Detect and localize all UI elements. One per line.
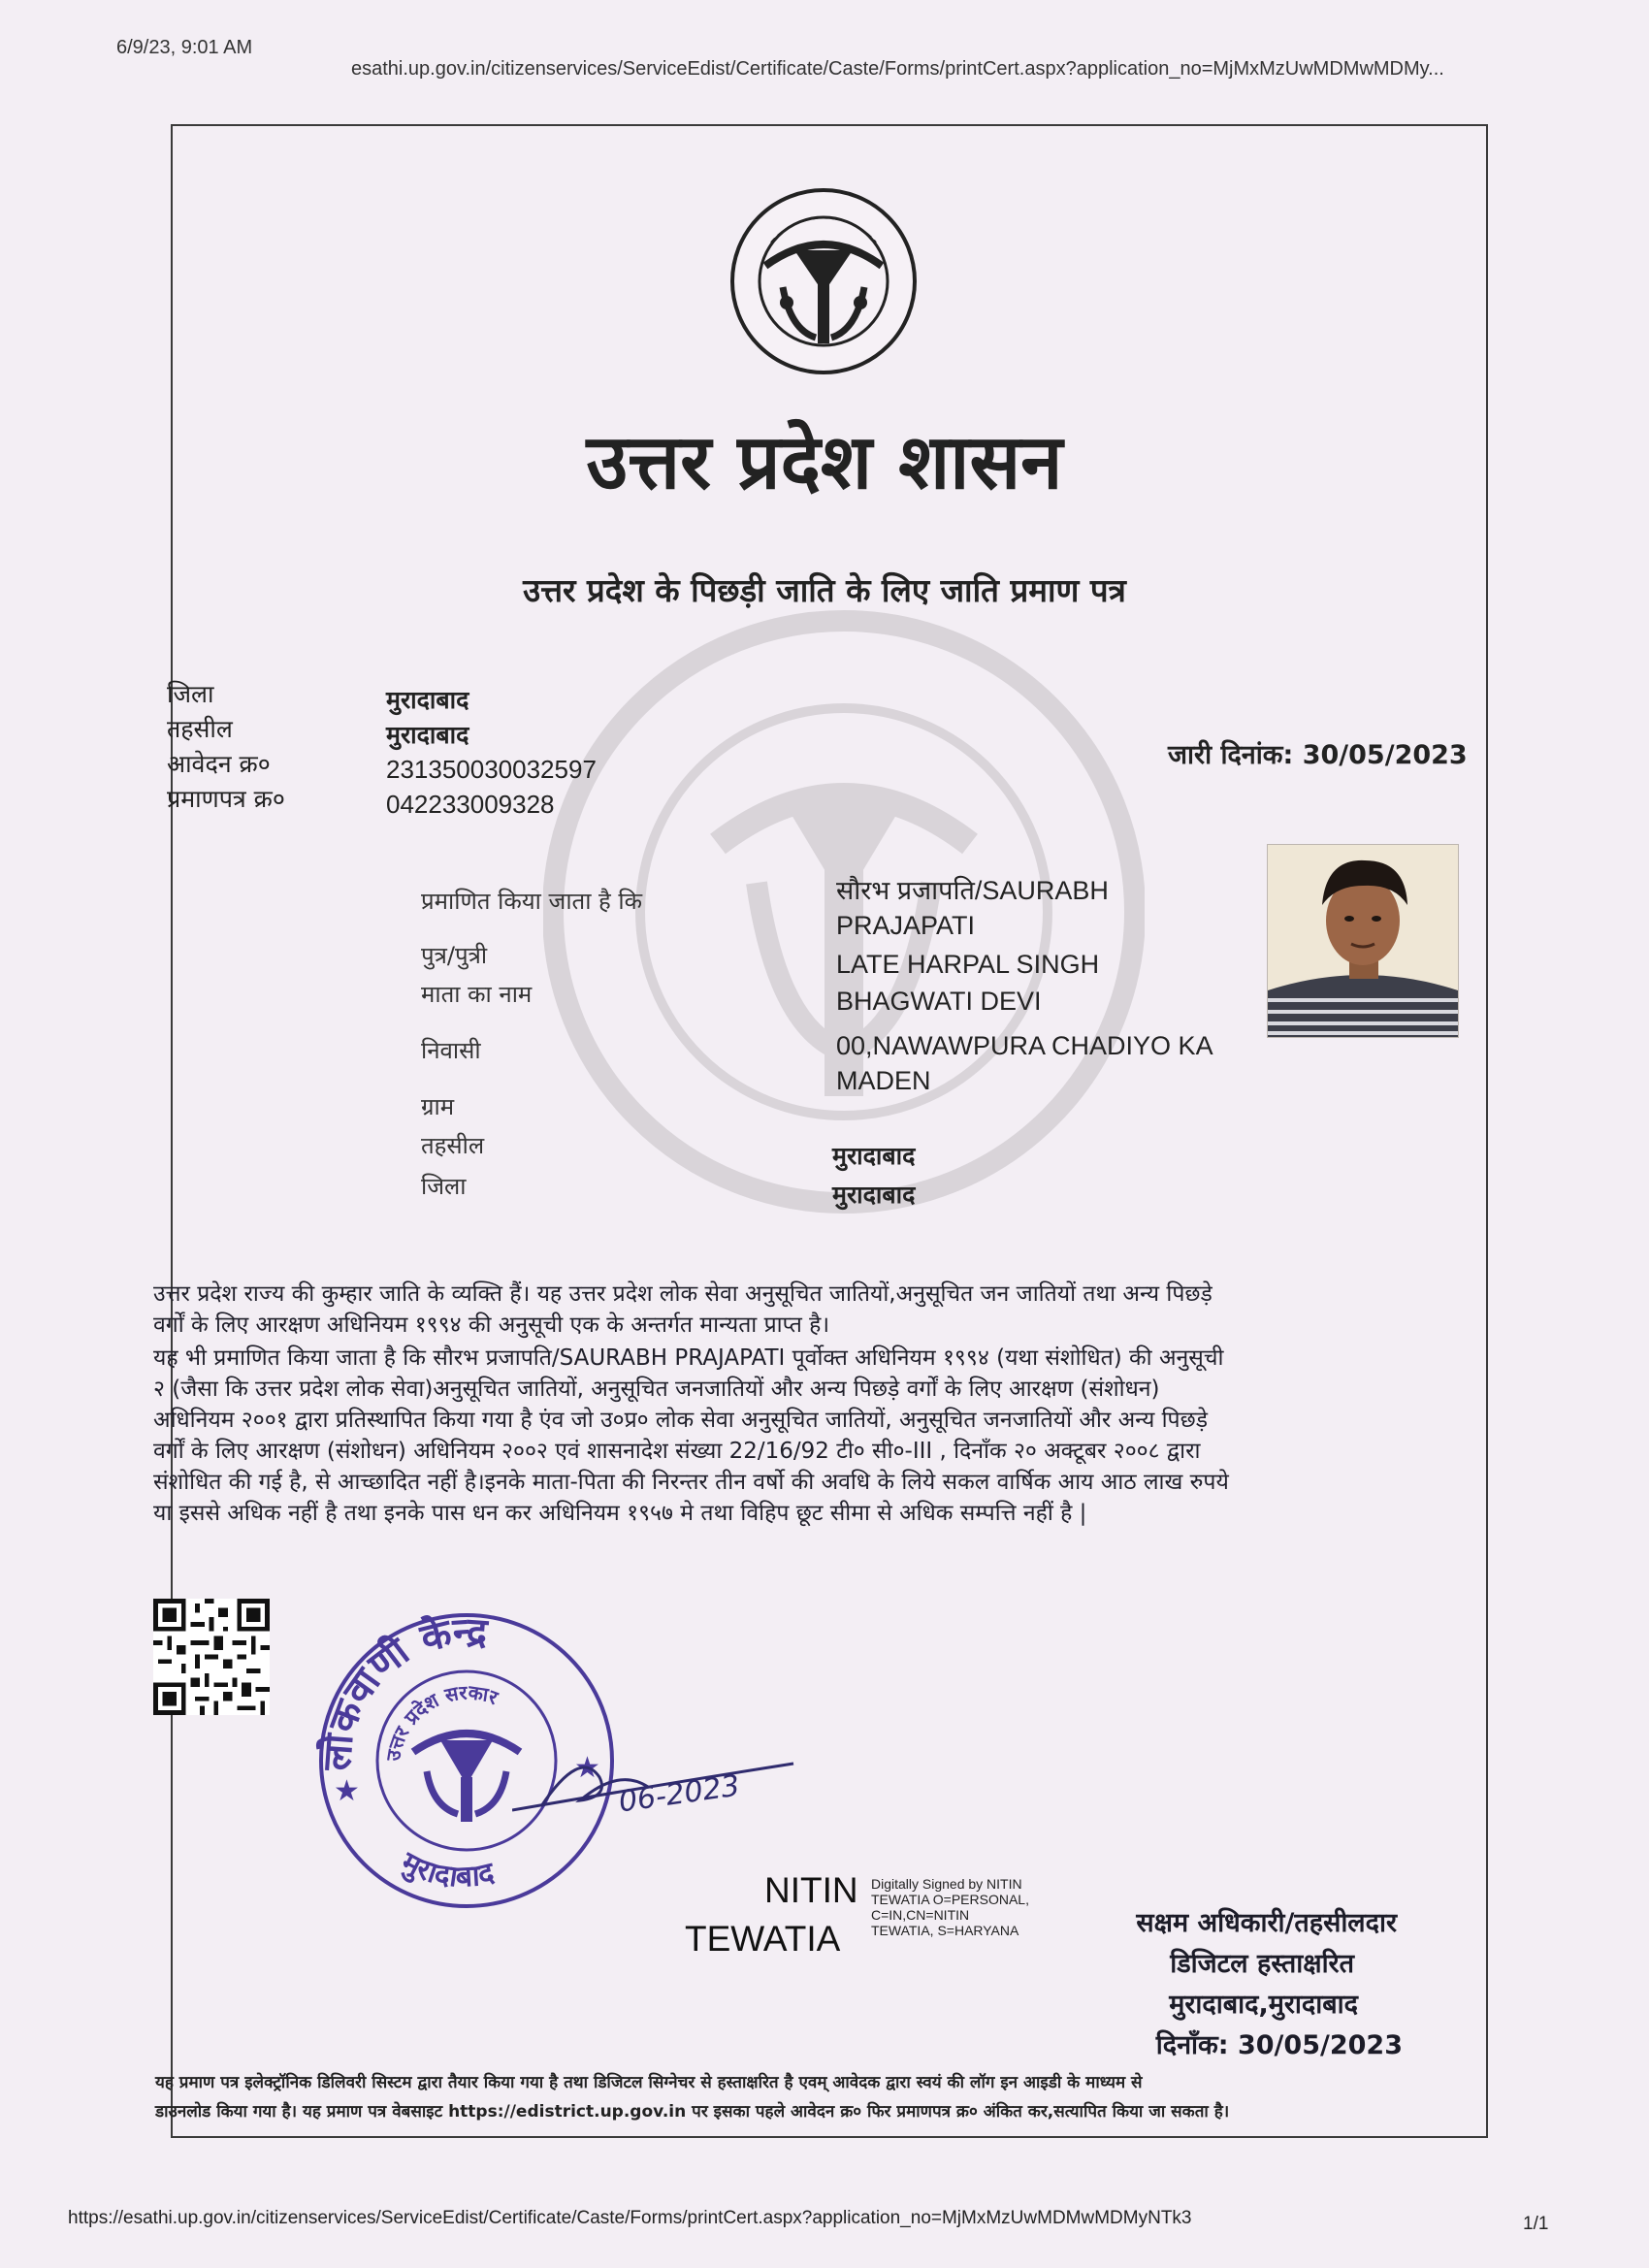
district-value: मुरादाबाद	[386, 686, 469, 714]
mother-name: BHAGWATI DEVI	[836, 987, 1042, 1016]
svg-text:★: ★	[334, 1774, 360, 1808]
stamp-bottom-text: मुरादाबाद	[395, 1845, 498, 1895]
stamp-inner-text: उत्तर प्रदेश सरकार	[381, 1680, 501, 1763]
digital-signer-name-line2: TEWATIA	[685, 1919, 841, 1959]
footer-note-line: यह प्रमाण पत्र इलेक्ट्रॉनिक डिलिवरी सिस्टम द्वारा तैयार किया गया है तथा डिजिटल सिग्नेचर से हस्ताक्षरित है एवम् आवेदक द्वारा स्वयं की लॉग इन आइडी के माध्यम से	[155, 2073, 1143, 2092]
village-label: ग्राम	[421, 1093, 455, 1120]
paragraph-line: संशोधित की गई है, से आच्छादित नहीं है।इनके माता-पिता की निरन्तर तीन वर्षो की अवधि के लिये सकल वार्षिक आय आठ लाख रुपये	[153, 1470, 1229, 1495]
paragraph-line: २ (जैसा कि उत्तर प्रदेश लोक सेवा)अनुसूचित जातियों, अनुसूचित जनजातियों और अन्य पिछड़े वर्गों के लिए आरक्षण (संशोधन)	[153, 1377, 1160, 1402]
page-number: 1/1	[1523, 2214, 1549, 2234]
footer-note-line: डाउनलोड किया गया है। यह प्रमाण पत्र वेबसाइट https://edistrict.up.gov.in पर इसका पहले आवेदन क्र० फिर प्रमाणपत्र क्र० अंकित कर,सत्यापित किया जा सकता है।	[155, 2102, 1230, 2122]
person-district-value: मुरादाबाद	[832, 1181, 916, 1209]
authority-block	[1067, 1903, 1436, 2066]
digital-signer-name-line1: NITIN	[764, 1870, 858, 1910]
certificate-paragraph	[153, 1279, 1453, 1529]
person-district-label: जिला	[421, 1173, 467, 1200]
up-government-emblem	[726, 186, 922, 376]
application-no-label: आवेदन क्र०	[167, 750, 271, 778]
paragraph-line: यह भी प्रमाणित किया जाता है कि सौरभ प्रजापति/SAURABH PRAJAPATI पूर्वोक्त अधिनियम १९९४ (यथा संशोधित) की अनुसूची	[153, 1345, 1224, 1371]
paragraph-line: या इससे अधिक नहीं है तथा इनके पास धन कर अधिनियम १९५७ मे तथा विहिप छूट सीमा से अधिक सम्पत्ति नहीं है |	[153, 1501, 1087, 1526]
tehsil-value: मुरादाबाद	[386, 721, 469, 749]
certificate-subtitle: उत्तर प्रदेश के पिछड़ी जाति के लिए जाति प्रमाण पत्र	[523, 571, 1126, 609]
paragraph-line: वर्गों के लिए आरक्षण अधिनियम १९९४ की अनुसूची एक के अन्तर्गत मान्यता प्राप्त है।	[153, 1312, 830, 1338]
resident-label: निवासी	[421, 1037, 481, 1064]
certified-label: प्रमाणित किया जाता है कि	[421, 888, 643, 915]
digital-signature-line: TEWATIA, S=HARYANA	[871, 1923, 1019, 1938]
certificate-no-label: प्रमाणपत्र क्र०	[167, 785, 285, 813]
paragraph-line: अधिनियम २००१ द्वारा प्रतिस्थापित किया गया है एंव जो उ०प्र० लोक सेवा अनुसूचित जातियों, अनुसूचित जनजातियों और अन्य पिछड़े	[153, 1408, 1209, 1433]
digital-signature-details	[871, 1876, 1029, 1938]
footer-note	[155, 2068, 1465, 2126]
print-url-header: esathi.up.gov.in/citizenservices/ServiceEdist/Certificate/Caste/Forms/printCert.aspx?application_no=MjMxMzUwMDMwMDMy...	[351, 58, 1444, 80]
handwritten-signature	[512, 1738, 803, 1826]
mother-label: माता का नाम	[421, 981, 533, 1008]
issue-date: जारी दिनांक: 30/05/2023	[1168, 740, 1468, 770]
authority-digital-signed: डिजिटल हस्ताक्षरित	[1170, 1949, 1354, 1979]
tehsil-label: तहसील	[167, 715, 233, 743]
certificate-title: उत्तर प्रदेश शासन	[586, 419, 1063, 506]
authority-designation: सक्षम अधिकारी/तहसीलदार	[1136, 1908, 1397, 1938]
district-label: जिला	[167, 680, 214, 708]
handwritten-date: 06-2023	[616, 1768, 742, 1820]
stamp-top-text: लोकवाणी केन्द्र	[314, 1609, 489, 1772]
person-tehsil-label: तहसील	[421, 1132, 485, 1159]
paragraph-line: वर्गों के लिए आरक्षण (संशोधन) अधिनियम २००२ एवं शासनादेश संख्या 22/16/92 टी० सी०-III , दिनाँक २० अक्टूबर २००८ द्वारा	[153, 1439, 1201, 1464]
authority-date: दिनाँक: 30/05/2023	[1155, 2030, 1403, 2060]
qr-code	[153, 1599, 270, 1715]
paragraph-line: उत्तर प्रदेश राज्य की कुम्हार जाति के व्यक्ति हैं। यह उत्तर प्रदेश लोक सेवा अनुसूचित जातियों,अनुसूचित जन जातियों तथा अन्य पिछड़े	[153, 1281, 1212, 1307]
son-of-label: पुत्र/पुत्री	[421, 942, 488, 969]
applicant-photo	[1267, 844, 1459, 1038]
address-value: 00,NAWAWPURA CHADIYO KA MADEN	[836, 1031, 1212, 1095]
person-name: सौरभ प्रजापति/SAURABH PRAJAPATI	[836, 876, 1109, 940]
svg-text:मुरादाबाद	[395, 1845, 499, 1895]
person-tehsil-value: मुरादाबाद	[832, 1142, 916, 1170]
application-no-value: 231350030032597	[386, 755, 597, 784]
print-datetime: 6/9/23, 9:01 AM	[116, 37, 253, 58]
svg-text:★: ★	[574, 1751, 600, 1785]
certificate-no-value: 042233009328	[386, 790, 555, 819]
authority-location: मुरादाबाद,मुरादाबाद	[1169, 1990, 1358, 2020]
digital-signature-line: TEWATIA O=PERSONAL,	[871, 1892, 1029, 1907]
digital-signature-line: C=IN,CN=NITIN	[871, 1907, 970, 1923]
digital-signature-line: Digitally Signed by NITIN	[871, 1876, 1022, 1892]
print-url-footer: https://esathi.up.gov.in/citizenservices/ServiceEdist/Certificate/Caste/Forms/printCert.aspx?application_no=MjMxMzUwMDMwMDMyNTk3	[68, 2208, 1192, 2228]
father-name: LATE HARPAL SINGH	[836, 950, 1100, 979]
